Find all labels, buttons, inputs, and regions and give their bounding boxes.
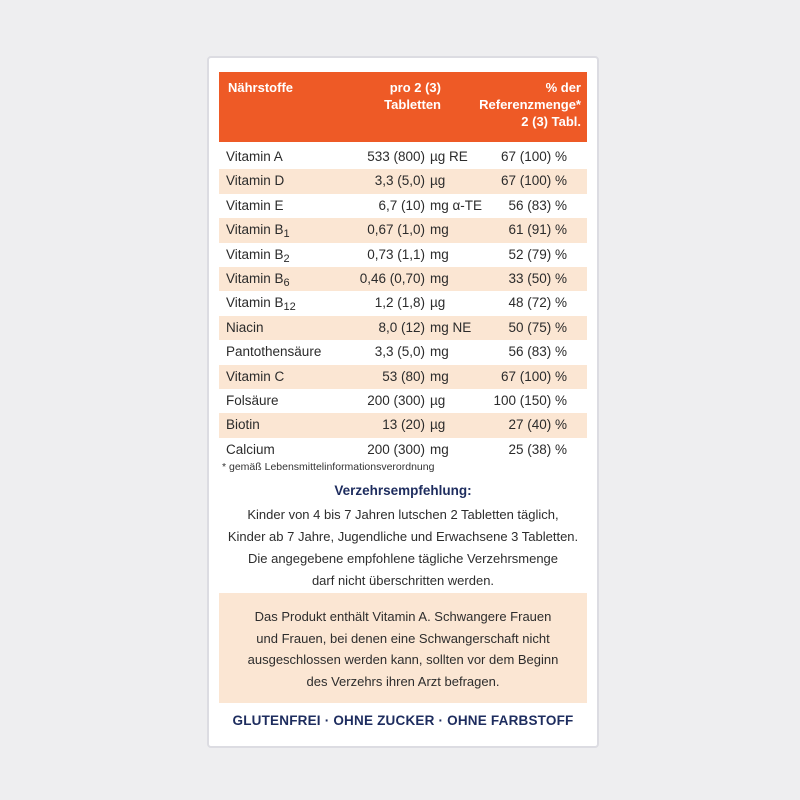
warning-text: [219, 606, 587, 692]
nutrient-name-text: Vitamin A: [226, 149, 283, 164]
nutrition-table-body: [219, 145, 587, 462]
table-row: [219, 340, 587, 364]
product-badges: GLUTENFREI · OHNE ZUCKER · OHNE FARBSTOFF: [232, 713, 574, 728]
nutrient-reference-percent: 56 (83) %: [508, 197, 567, 213]
nutrient-name-text: Vitamin B: [226, 295, 284, 311]
recommendation-line: darf nicht überschritten werden.: [311, 573, 495, 588]
warning-line: ausgeschlossen werden kann, sollten vor dem Beginn: [247, 652, 559, 667]
table-row: [219, 169, 587, 193]
nutrient-amount: 200 (300): [367, 441, 425, 457]
recommendation-line: Kinder ab 7 Jahre, Jugendliche und Erwachsene 3 Tabletten.: [227, 529, 579, 544]
nutrient-name-text: Vitamin B: [226, 246, 284, 262]
nutrient-name: [226, 149, 283, 164]
header-reference-percent: [421, 79, 581, 130]
nutrient-subscript: 12: [283, 301, 296, 314]
recommendation-title: Verzehrsempfehlung:: [334, 483, 472, 498]
nutrient-name-text: Folsäure: [226, 392, 279, 408]
nutrient-name: [226, 369, 284, 384]
nutrient-unit: mg: [430, 344, 449, 360]
nutrient-reference-percent: 50 (75) %: [508, 319, 567, 335]
nutrient-name-text: Vitamin B: [226, 222, 284, 238]
nutrient-subscript: 2: [283, 252, 290, 265]
nutrient-name: [226, 222, 290, 240]
nutrient-name-text: Vitamin C: [226, 368, 285, 384]
table-row: [219, 438, 587, 462]
header-per-tablets-line2: Tabletten: [384, 97, 441, 112]
table-row: [219, 413, 587, 437]
recommendation-line: Die angegebene empfohlene tägliche Verzehrsmenge: [247, 551, 559, 566]
nutrient-name-text: Pantothensäure: [226, 344, 322, 360]
nutrient-subscript: 1: [283, 228, 290, 241]
nutrient-name: [226, 393, 279, 408]
nutrient-amount: 0,46 (0,70): [359, 270, 425, 286]
table-row: [219, 291, 587, 315]
nutrient-subscript: 6: [283, 276, 290, 289]
nutrient-name: [226, 173, 284, 188]
nutrient-amount: 0,67 (1,0): [367, 222, 425, 238]
nutrient-reference-percent: 67 (100) %: [500, 368, 567, 384]
nutrient-reference-percent: 67 (100) %: [500, 149, 567, 164]
table-row: [219, 389, 587, 413]
warning-line: des Verzehrs ihren Arzt befragen.: [306, 673, 500, 689]
warning-line: und Frauen, bei denen eine Schwangerschaft nicht: [256, 630, 550, 646]
nutrient-name-text: Vitamin E: [226, 197, 284, 213]
nutrient-unit: µg: [430, 417, 446, 433]
header-ref-line3: 2 (3) Tabl.: [521, 114, 581, 129]
nutrient-unit: mg: [430, 368, 449, 384]
nutrient-unit: µg: [430, 392, 446, 408]
nutrient-reference-percent: 67 (100) %: [500, 173, 567, 189]
header-per-tablets-line1: pro 2 (3): [389, 80, 441, 95]
nutrient-reference-percent: 52 (79) %: [508, 246, 567, 262]
nutrient-name-text: Vitamin B: [226, 270, 284, 286]
nutrient-unit: mg: [430, 270, 449, 286]
nutrient-name: [226, 442, 275, 457]
nutrient-reference-percent: 27 (40) %: [508, 417, 567, 433]
nutrient-unit: mg: [430, 441, 449, 457]
nutrient-name: [226, 320, 264, 335]
nutrient-reference-percent: 56 (83) %: [508, 344, 567, 360]
nutrient-name: [226, 417, 260, 432]
nutrient-unit: µg: [430, 295, 446, 311]
nutrient-name-text: Niacin: [226, 319, 264, 335]
nutrient-name: [226, 198, 284, 213]
warning-line: Das Produkt enthält Vitamin A. Schwangere Frauen: [254, 609, 552, 624]
nutrient-reference-percent: 25 (38) %: [508, 441, 567, 457]
nutrient-amount: 53 (80): [382, 368, 425, 384]
header-ref-line1: % der: [545, 80, 581, 95]
nutrient-reference-percent: 100 (150) %: [493, 392, 567, 408]
table-row: [219, 365, 587, 389]
nutrient-unit: µg RE: [430, 149, 468, 164]
nutrient-reference-percent: 48 (72) %: [508, 295, 567, 311]
header-ref-line2: Referenzmenge*: [479, 97, 581, 112]
nutrient-amount: 200 (300): [367, 392, 425, 408]
nutrient-unit: mg: [430, 246, 449, 262]
nutrient-name: [226, 247, 290, 265]
nutrient-reference-percent: 33 (50) %: [508, 270, 567, 286]
table-row: [219, 316, 587, 340]
nutrient-amount: 3,3 (5,0): [374, 173, 425, 189]
nutrient-reference-percent: 61 (91) %: [508, 222, 567, 238]
nutrient-amount: 533 (800): [367, 149, 425, 164]
nutrition-table-header: [219, 72, 587, 142]
nutrient-name: [226, 295, 296, 313]
header-nutrients: Nährstoffe: [228, 80, 294, 95]
table-row: [219, 267, 587, 291]
nutrient-unit: µg: [430, 173, 446, 189]
nutrient-amount: 1,2 (1,8): [374, 295, 425, 311]
nutrient-amount: 6,7 (10): [378, 197, 425, 213]
nutrient-unit: mg NE: [430, 319, 472, 335]
nutrient-name-text: Calcium: [226, 441, 275, 457]
nutrient-name-text: Biotin: [226, 417, 260, 433]
nutrient-unit: mg α-TE: [430, 197, 483, 213]
nutrient-name-text: Vitamin D: [226, 173, 285, 189]
nutrient-amount: 3,3 (5,0): [374, 344, 425, 360]
table-row: [219, 194, 587, 218]
table-row: [219, 145, 587, 169]
recommendation-line: Kinder von 4 bis 7 Jahren lutschen 2 Tabletten täglich,: [247, 507, 559, 522]
nutrient-name: [226, 344, 321, 359]
nutrient-amount: 0,73 (1,1): [367, 246, 425, 262]
nutrient-amount: 8,0 (12): [378, 319, 425, 335]
footnote: * gemäß Lebensmittelinformationsverordnung: [222, 461, 435, 473]
nutrient-unit: mg: [430, 222, 449, 238]
nutrient-amount: 13 (20): [382, 417, 425, 433]
table-row: [219, 243, 587, 267]
table-row: [219, 218, 587, 242]
nutrient-name: [226, 271, 290, 289]
warning-box: [219, 593, 587, 703]
recommendation-text: [207, 504, 599, 592]
